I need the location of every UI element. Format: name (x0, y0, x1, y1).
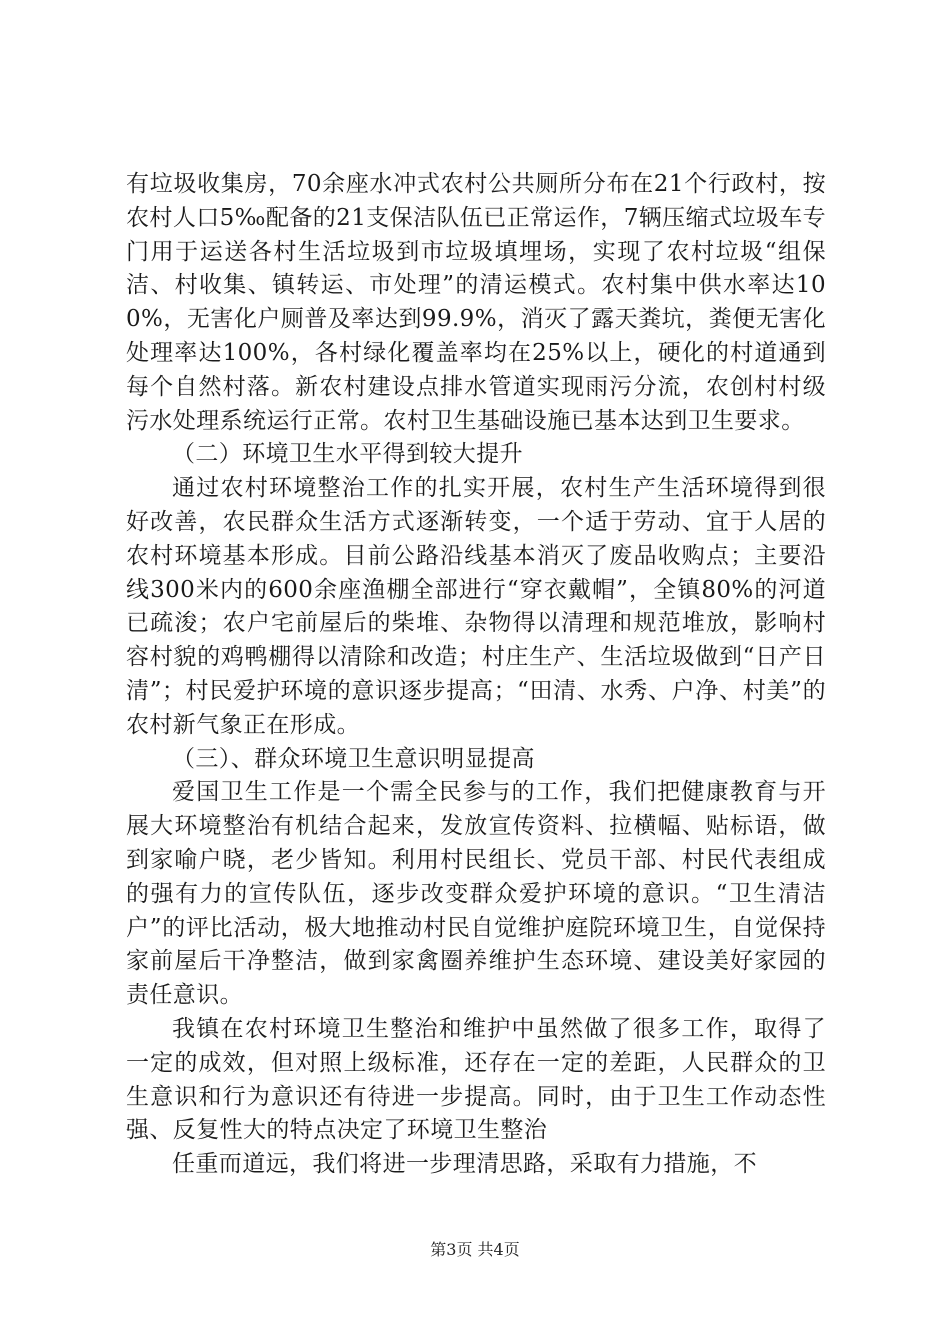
paragraph-sanitation-facilities: 有垃圾收集房，70余座水冲式农村公共厕所分布在21个行政村，按农村人口5‰配备的21支保洁队伍已正常运作，7辆压缩式垃圾车专门用于运送各村生活垃圾到市垃圾填埋场，实现了农村垃圾“组保洁、村收集、镇转运、市处理”的清运模式。农村集中供水率达100%，无害化户厕普及率达到99.9%，消灭了露天粪坑，粪便无害化处理率达100%，各村绿化覆盖率均在25%以上，硬化的村道通到每个自然村落。新农村建设点排水管道实现雨污分流，农创村村级污水处理系统运行正常。农村卫生基础设施已基本达到卫生要求。 (126, 171, 826, 434)
document-body (126, 168, 826, 1182)
paragraph-continuation: 任重而道远，我们将进一步理清思路，采取有力措施，不 (172, 1151, 757, 1178)
page-number-footer: 第3页 共4页 (430, 1240, 520, 1259)
section-heading-2: （二）环境卫生水平得到较大提升 (172, 441, 523, 468)
paragraph-shortcomings: 我镇在农村环境卫生整治和维护中虽然做了很多工作，取得了一定的成效，但对照上级标准，还存在一定的差距，人民群众的卫生意识和行为意识还有待进一步提高。同时，由于卫生工作动态性强、反复性大的特点决定了环境卫生整治 (126, 1015, 826, 1144)
paragraph-environment-improvement: 通过农村环境整治工作的扎实开展，农村生产生活环境得到很好改善，农民群众生活方式逐渐转变，一个适于劳动、宜于人居的农村环境基本形成。目前公路沿线基本消灭了废品收购点；主要沿线300米内的600余座渔棚全部进行“穿衣戴帽”，全镇80%的河道已疏浚；农户宅前屋后的柴堆、杂物得以清理和规范堆放，影响村容村貌的鸡鸭棚得以清除和改造；村庄生产、生活垃圾做到“日产日清”；村民爱护环境的意识逐步提高；“田清、水秀、户净、村美”的农村新气象正在形成。 (126, 475, 826, 738)
section-heading-3: （三）、群众环境卫生意识明显提高 (172, 745, 535, 772)
paragraph-awareness: 爱国卫生工作是一个需全民参与的工作，我们把健康教育与开展大环境整治有机结合起来，发放宣传资料、拉横幅、贴标语，做到家喻户晓，老少皆知。利用村民组长、党员干部、村民代表组成的强有力的宣传队伍，逐步改变群众爱护环境的意识。“卫生清洁户”的评比活动，极大地推动村民自觉维护庭院环境卫生，自觉保持家前屋后干净整洁，做到家禽圈养维护生态环境、建设美好家园的责任意识。 (126, 779, 826, 1009)
